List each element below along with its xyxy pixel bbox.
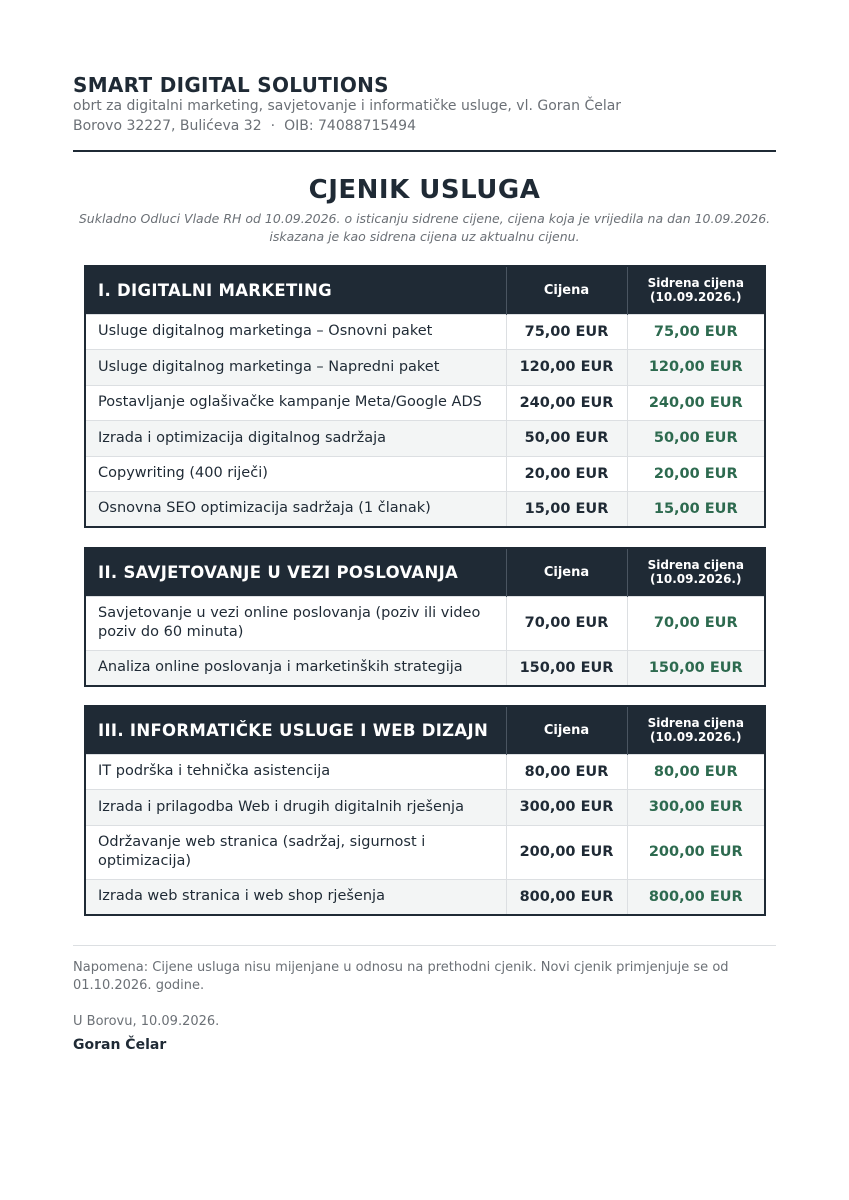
anchor-price: 800,00 EUR [627, 879, 765, 915]
anchor-header-date: (10.09.2026.) [650, 730, 742, 745]
section-header-row [85, 706, 765, 754]
anchor-price-column-header [627, 548, 765, 596]
anchor-price: 50,00 EUR [627, 420, 765, 456]
table-row [85, 789, 765, 825]
service-price: 120,00 EUR [506, 349, 627, 385]
section-table-digital-marketing [84, 265, 766, 528]
company-address-line [73, 117, 776, 136]
service-name: Održavanje web stranica (sadržaj, sigurnost i optimizacija) [85, 825, 506, 879]
table-row [85, 596, 765, 650]
service-name: Savjetovanje u vezi online poslovanja (poziv ili video poziv do 60 minuta) [85, 596, 506, 650]
service-name: Postavljanje oglašivačke kampanje Meta/Google ADS [85, 385, 506, 420]
section-table-business-consulting [84, 547, 766, 687]
table-row [85, 825, 765, 879]
service-price: 80,00 EUR [506, 754, 627, 789]
anchor-header-date: (10.09.2026.) [650, 572, 742, 587]
anchor-price: 240,00 EUR [627, 385, 765, 420]
table-row [85, 650, 765, 686]
table-row [85, 754, 765, 789]
company-oib: OIB: 74088715494 [284, 118, 416, 134]
company-header [73, 74, 776, 136]
service-price: 15,00 EUR [506, 491, 627, 527]
service-price: 800,00 EUR [506, 879, 627, 915]
anchor-price: 300,00 EUR [627, 789, 765, 825]
price-column-header: Cijena [506, 706, 627, 754]
document-title: CJENIK USLUGA [308, 175, 541, 205]
price-column-header: Cijena [506, 548, 627, 596]
anchor-header-label: Sidrena cijena [647, 276, 744, 291]
service-name: Izrada i optimizacija digitalnog sadržaja [85, 420, 506, 456]
anchor-header-label: Sidrena cijena [647, 558, 744, 573]
table-row [85, 879, 765, 915]
service-name: Izrada web stranica i web shop rješenja [85, 879, 506, 915]
section-title: III. INFORMATIČKE USLUGE I WEB DIZAJN [85, 706, 506, 754]
address-separator: · [270, 118, 276, 134]
service-price: 150,00 EUR [506, 650, 627, 686]
subtitle-line-2: iskazana je kao sidrena cijena uz aktualnu cijenu. [269, 229, 580, 244]
section-table-it-web-design [84, 705, 766, 916]
anchor-price: 15,00 EUR [627, 491, 765, 527]
anchor-price: 20,00 EUR [627, 456, 765, 491]
anchor-price: 200,00 EUR [627, 825, 765, 879]
service-price: 50,00 EUR [506, 420, 627, 456]
section-title: II. SAVJETOVANJE U VEZI POSLOVANJA [85, 548, 506, 596]
company-address: Borovo 32227, Bulićeva 32 [73, 118, 262, 134]
service-price: 200,00 EUR [506, 825, 627, 879]
service-price: 240,00 EUR [506, 385, 627, 420]
service-name: Usluge digitalnog marketinga – Napredni paket [85, 349, 506, 385]
document-subtitle [73, 210, 776, 246]
footer-note: Napomena: Cijene usluga nisu mijenjane u odnosu na prethodni cjenik. Novi cjenik primjenjuje se od 01.10.2026. godine. [73, 960, 729, 993]
section-header-row [85, 266, 765, 314]
header-divider [73, 150, 776, 152]
table-row [85, 385, 765, 420]
anchor-header-date: (10.09.2026.) [650, 290, 742, 305]
table-row [85, 349, 765, 385]
signer-name: Goran Čelar [73, 1037, 167, 1053]
anchor-price: 75,00 EUR [627, 314, 765, 349]
service-name: Izrada i prilagodba Web i drugih digitalnih rješenja [85, 789, 506, 825]
table-row [85, 456, 765, 491]
service-price: 300,00 EUR [506, 789, 627, 825]
company-description: obrt za digitalni marketing, savjetovanje i informatičke usluge, vl. Goran Čelar [73, 98, 622, 114]
service-price: 20,00 EUR [506, 456, 627, 491]
table-row [85, 491, 765, 527]
table-row [85, 314, 765, 349]
section-header-row [85, 548, 765, 596]
anchor-price-column-header [627, 706, 765, 754]
place-date: U Borovu, 10.09.2026. [73, 1014, 220, 1029]
service-price: 70,00 EUR [506, 596, 627, 650]
price-column-header: Cijena [506, 266, 627, 314]
section-title: I. DIGITALNI MARKETING [85, 266, 506, 314]
table-row [85, 420, 765, 456]
anchor-header-label: Sidrena cijena [647, 716, 744, 731]
service-name: Osnovna SEO optimizacija sadržaja (1 članak) [85, 491, 506, 527]
service-name: IT podrška i tehnička asistencija [85, 754, 506, 789]
anchor-price: 70,00 EUR [627, 596, 765, 650]
anchor-price: 120,00 EUR [627, 349, 765, 385]
service-name: Copywriting (400 riječi) [85, 456, 506, 491]
subtitle-line-1: Sukladno Odluci Vlade RH od 10.09.2026. o isticanju sidrene cijene, cijena koja je vrijedila na dan 10.09.2026. [78, 211, 771, 226]
service-name: Analiza online poslovanja i marketinških strategija [85, 650, 506, 686]
anchor-price-column-header [627, 266, 765, 314]
service-name: Usluge digitalnog marketinga – Osnovni paket [85, 314, 506, 349]
footer-divider [73, 945, 776, 946]
anchor-price: 150,00 EUR [627, 650, 765, 686]
company-name: SMART DIGITAL SOLUTIONS [73, 73, 389, 97]
anchor-price: 80,00 EUR [627, 754, 765, 789]
service-price: 75,00 EUR [506, 314, 627, 349]
